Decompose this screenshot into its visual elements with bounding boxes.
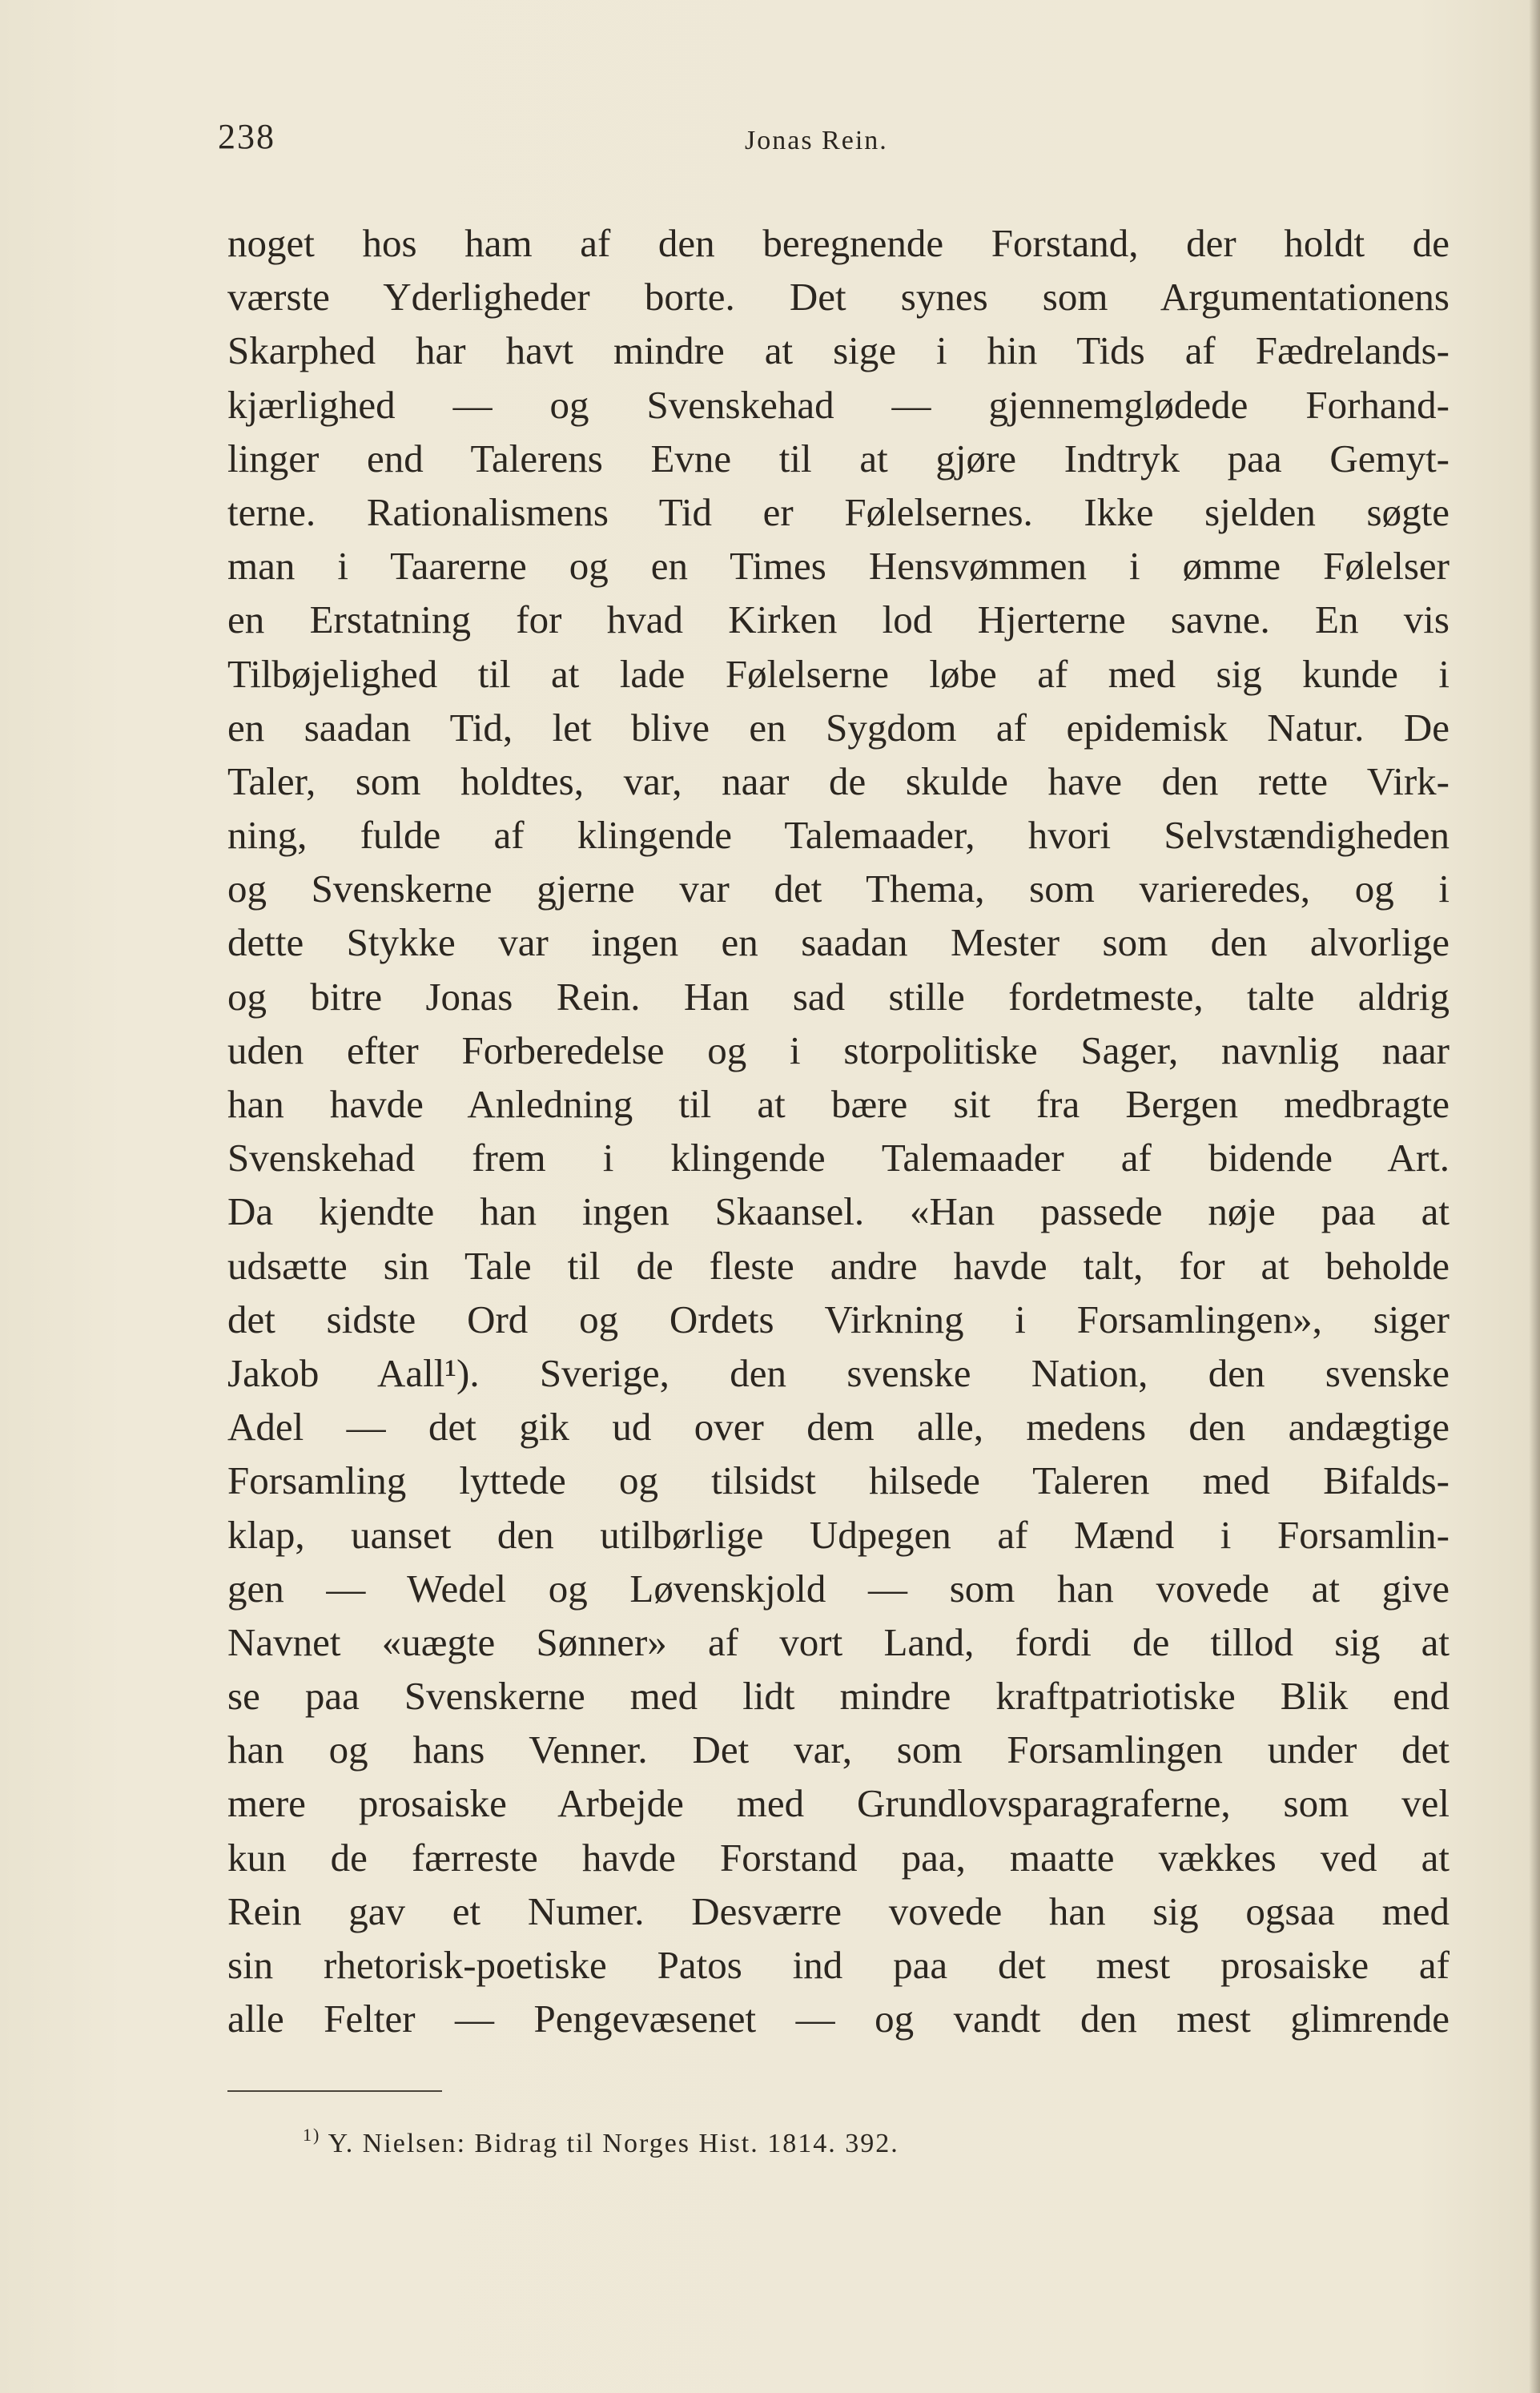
text-line: terne. Rationalismens Tid er Følelsernes. Ikke sjelden søgte bbox=[227, 489, 1450, 534]
text-line: en saadan Tid, let blive en Sygdom af epidemisk Natur. De bbox=[227, 705, 1450, 750]
text-line: en Erstatning for hvad Kirken lod Hjerterne savne. En vis bbox=[227, 597, 1450, 642]
text-line: han havde Anledning til at bære sit fra Bergen medbragte bbox=[227, 1082, 1450, 1126]
body-text bbox=[227, 216, 1450, 2045]
text-line: Tilbøjelighed til at lade Følelserne løbe af med sig kunde i bbox=[227, 651, 1450, 696]
text-line: udsætte sin Tale til de fleste andre havde talt, for at beholde bbox=[227, 1243, 1450, 1288]
text-line: han og hans Venner. Det var, som Forsamlingen under det bbox=[227, 1727, 1450, 1772]
text-line: kun de færreste havde Forstand paa, maatte vækkes ved at bbox=[227, 1835, 1450, 1880]
text-line: det sidste Ord og Ordets Virkning i Forsamlingen», siger bbox=[227, 1297, 1450, 1341]
text-line: Rein gav et Numer. Desværre vovede han sig ogsaa med bbox=[227, 1888, 1450, 1933]
text-line: Adel — det gik ud over dem alle, medens den andægtige bbox=[227, 1405, 1450, 1450]
text-line: se paa Svenskerne med lidt mindre kraftpatriotiske Blik end bbox=[227, 1674, 1450, 1719]
text-line: Taler, som holdtes, var, naar de skulde have den rette Virk- bbox=[227, 758, 1450, 803]
text-line: og bitre Jonas Rein. Han sad stille fordetmeste, talte aldrig bbox=[227, 974, 1450, 1019]
text-line: linger end Talerens Evne til at gjøre Indtryk paa Gemyt- bbox=[227, 436, 1450, 481]
running-head: Jonas Rein. bbox=[745, 126, 888, 155]
page-number: 238 bbox=[218, 117, 275, 156]
text-line: og Svenskerne gjerne var det Thema, som varieredes, og i bbox=[227, 867, 1450, 911]
text-line: Skarphed har havt mindre at sige i hin Tids af Fædrelands- bbox=[227, 328, 1450, 373]
text-line: Forsamling lyttede og tilsidst hilsede Taleren med Bifalds- bbox=[227, 1458, 1450, 1503]
footnote-text: Y. Nielsen: Bidrag til Norges Hist. 1814. 392. bbox=[328, 2129, 899, 2158]
text-line: noget hos ham af den beregnende Forstand, der holdt de bbox=[227, 221, 1450, 265]
text-line: man i Taarerne og en Times Hensvømmen i ømme Følelser bbox=[227, 544, 1450, 589]
text-line: alle Felter — Pengevæsenet — og vandt den mest glimrende bbox=[227, 1997, 1450, 2041]
text-line: uden efter Forberedelse og i storpolitiske Sager, navnlig naar bbox=[227, 1028, 1450, 1072]
text-line: gen — Wedel og Løvenskjold — som han vovede at give bbox=[227, 1566, 1450, 1611]
text-line: sin rhetorisk-poetiske Patos ind paa det mest prosaiske af bbox=[227, 1943, 1450, 1987]
footnote-marker: 1) bbox=[303, 2125, 321, 2145]
text-line: Da kjendte han ingen Skaansel. «Han passede nøje paa at bbox=[227, 1189, 1450, 1234]
page-edge-shadow bbox=[1529, 0, 1540, 2393]
text-line: kjærlighed — og Svenskehad — gjennemglødede Forhand- bbox=[227, 382, 1450, 427]
text-line: klap, uanset den utilbørlige Udpegen af Mænd i Forsamlin- bbox=[227, 1512, 1450, 1557]
text-line: ning, fulde af klingende Talemaader, hvori Selvstændigheden bbox=[227, 813, 1450, 858]
text-line: mere prosaiske Arbejde med Grundlovsparagraferne, som vel bbox=[227, 1781, 1450, 1826]
text-line: Svenskehad frem i klingende Talemaader af bidende Art. bbox=[227, 1136, 1450, 1180]
text-line: Navnet «uægte Sønner» af vort Land, fordi de tillod sig at bbox=[227, 1619, 1450, 1664]
text-line: værste Yderligheder borte. Det synes som Argumentationens bbox=[227, 275, 1450, 320]
text-line: Jakob Aall¹). Sverige, den svenske Nation, den svenske bbox=[227, 1350, 1450, 1395]
text-line: dette Stykke var ingen en saadan Mester som den alvorlige bbox=[227, 920, 1450, 965]
footnote bbox=[303, 2125, 899, 2159]
footnote-rule bbox=[227, 2090, 442, 2092]
